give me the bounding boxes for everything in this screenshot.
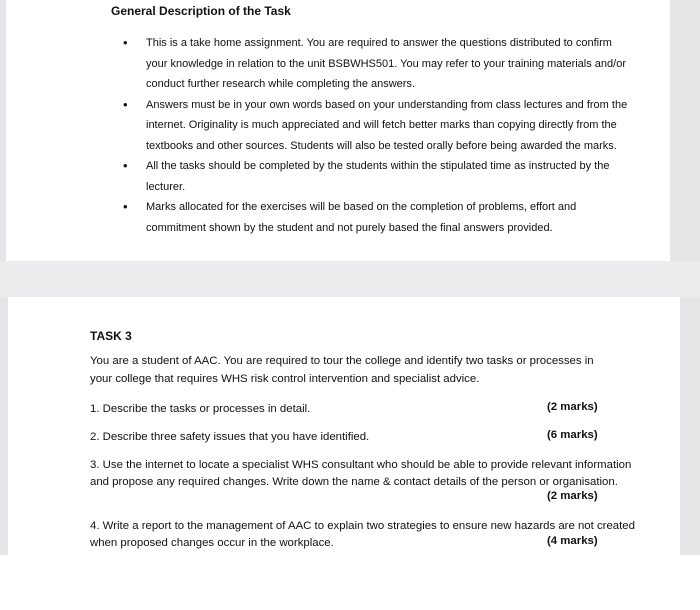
list-item xyxy=(123,33,633,95)
task-intro: You are a student of AAC. You are required to tour the college and identify two tasks or processes in your college that requires WHS risk control intervention and specialist advice. xyxy=(90,355,594,385)
list-item xyxy=(123,197,633,238)
question-4: 4. Write a report to the management of AAC to explain two strategies to ensure new hazards are not created when proposed changes occur in the workplace. xyxy=(90,520,635,549)
question-2-marks: (6 marks) xyxy=(547,429,598,441)
question-1-marks: (2 marks) xyxy=(547,401,598,413)
question-3: 3. Use the internet to locate a specialist WHS consultant who should be able to provide relevant information and propose any required changes. Write down the name & contact details of the person or organisation. xyxy=(90,459,632,488)
list-item xyxy=(123,156,633,197)
list-item-text: Marks allocated for the exercises will be based on the completion of problems, effort and commitment shown by the student and not purely based the final answers provided. xyxy=(146,201,577,234)
page-gap xyxy=(0,261,700,297)
question-2: 2. Describe three safety issues that you have identified. xyxy=(90,431,370,443)
left-margin-bar-lower xyxy=(0,297,8,555)
bullet-icon: • xyxy=(123,96,128,112)
bullet-icon: • xyxy=(123,158,128,173)
list-item-text: Answers must be in your own words based on your understanding from class lectures and from the internet. Originality is much appreciated and will fetch better marks than copying directly from the textbooks and other sources. Students will also be tested orally before being awarded the marks. xyxy=(146,98,628,152)
general-description-heading: General Description of the Task xyxy=(111,4,291,18)
question-1: 1. Describe the tasks or processes in detail. xyxy=(90,403,311,415)
right-margin-bar xyxy=(670,0,700,261)
list-item-text: All the tasks should be completed by the students within the stipulated time as instructed by the lecturer. xyxy=(146,160,610,193)
question-3-marks: (2 marks) xyxy=(547,490,598,502)
bullet-icon: • xyxy=(123,35,128,50)
general-description-list xyxy=(123,33,633,238)
list-item xyxy=(123,95,633,157)
task-title: TASK 3 xyxy=(90,329,132,343)
question-4-marks: (4 marks) xyxy=(547,535,598,547)
list-item-text: This is a take home assignment. You are required to answer the questions distributed to confirm your knowledge in relation to the unit BSBWHS501. You may refer to your training materials and/or conduct further research while completing the answers. xyxy=(146,37,626,90)
right-margin-bar-lower xyxy=(680,297,700,555)
bullet-icon: • xyxy=(123,199,128,214)
